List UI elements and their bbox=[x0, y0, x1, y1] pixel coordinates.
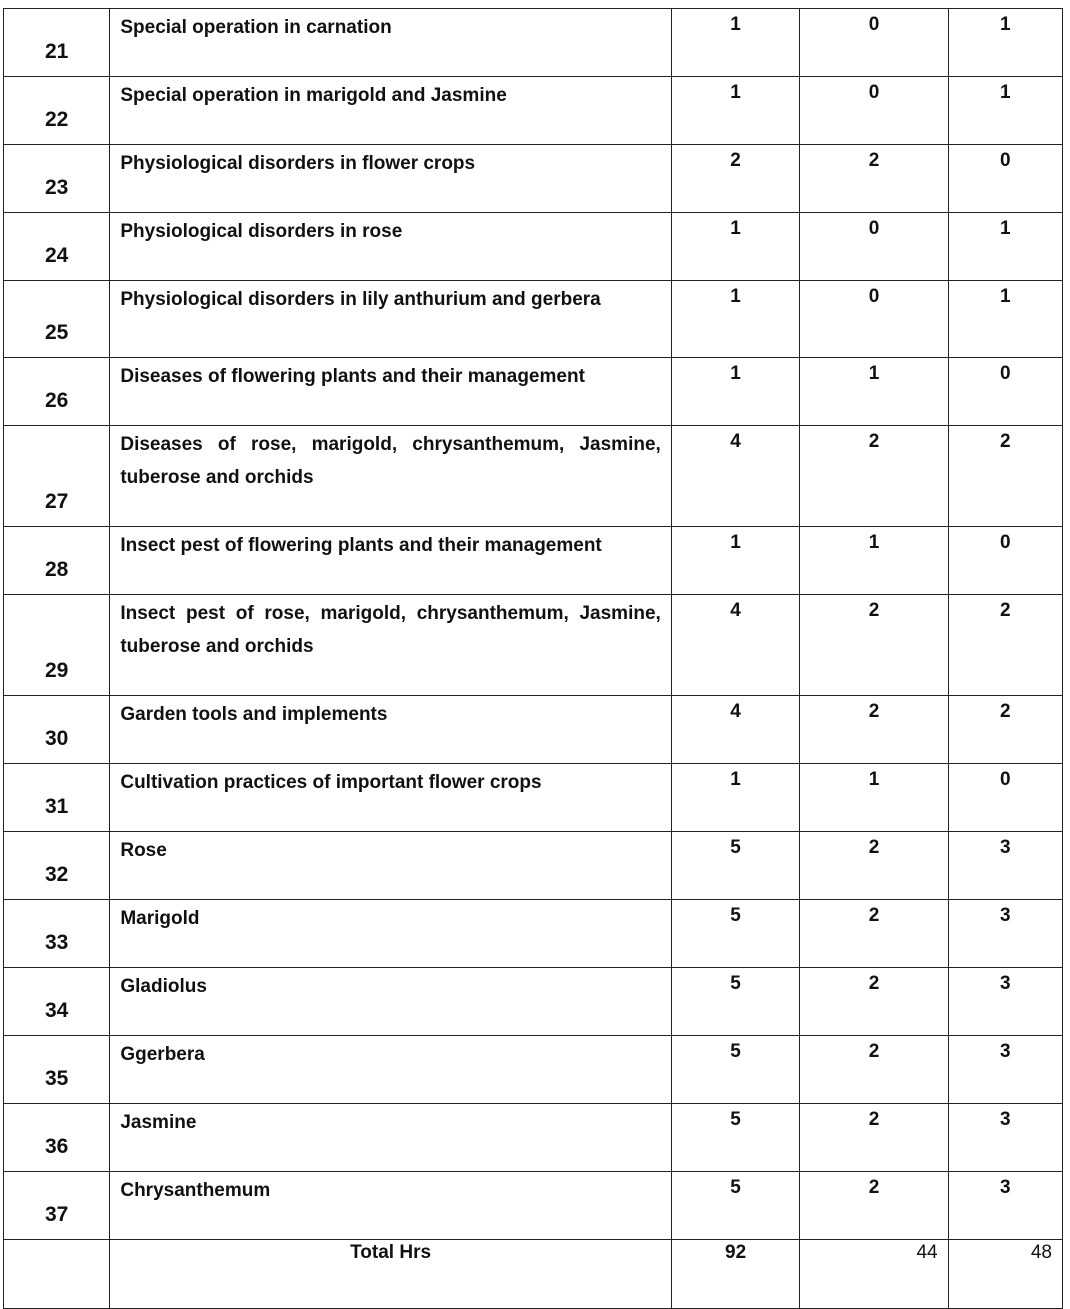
total-hours-cell: 5 bbox=[671, 1104, 800, 1172]
total-hours-cell: 4 bbox=[671, 595, 800, 696]
total-hours-cell: 1 bbox=[671, 764, 800, 832]
row-number: 31 bbox=[4, 764, 110, 832]
table-row bbox=[4, 900, 1063, 968]
total-hours-cell: 5 bbox=[671, 1036, 800, 1104]
topic-cell: Gladiolus bbox=[110, 968, 671, 1036]
topic-cell: Garden tools and implements bbox=[110, 696, 671, 764]
theory-hours-cell: 2 bbox=[800, 696, 948, 764]
practical-hours-cell: 3 bbox=[948, 1104, 1062, 1172]
total-hours-cell: 1 bbox=[671, 213, 800, 281]
total-label: Total Hrs bbox=[110, 1240, 671, 1309]
total-hours: 92 bbox=[671, 1240, 800, 1309]
table-row bbox=[4, 595, 1063, 696]
practical-hours-cell: 2 bbox=[948, 696, 1062, 764]
row-number: 23 bbox=[4, 145, 110, 213]
theory-hours-cell: 2 bbox=[800, 968, 948, 1036]
table-row bbox=[4, 358, 1063, 426]
total-hours-cell: 5 bbox=[671, 900, 800, 968]
row-number: 22 bbox=[4, 77, 110, 145]
row-number: 35 bbox=[4, 1036, 110, 1104]
table-row bbox=[4, 145, 1063, 213]
table-row bbox=[4, 764, 1063, 832]
total-hours-cell: 1 bbox=[671, 77, 800, 145]
total-hours-cell: 1 bbox=[671, 358, 800, 426]
theory-hours-cell: 2 bbox=[800, 426, 948, 527]
total-practical: 48 bbox=[948, 1240, 1062, 1309]
practical-hours-cell: 1 bbox=[948, 213, 1062, 281]
topic-cell: Insect pest of rose, marigold, chrysanthemum, Jasmine, tuberose and orchids bbox=[110, 595, 671, 696]
table-row bbox=[4, 1036, 1063, 1104]
theory-hours-cell: 2 bbox=[800, 1104, 948, 1172]
table-row bbox=[4, 9, 1063, 77]
topic-cell: Ggerbera bbox=[110, 1036, 671, 1104]
total-hours-cell: 1 bbox=[671, 9, 800, 77]
total-hours-cell: 2 bbox=[671, 145, 800, 213]
topic-cell: Insect pest of flowering plants and their management bbox=[110, 527, 671, 595]
total-theory: 44 bbox=[800, 1240, 948, 1309]
total-hours-cell: 5 bbox=[671, 1172, 800, 1240]
row-number: 36 bbox=[4, 1104, 110, 1172]
theory-hours-cell: 0 bbox=[800, 281, 948, 358]
topic-cell: Marigold bbox=[110, 900, 671, 968]
topic-cell: Physiological disorders in flower crops bbox=[110, 145, 671, 213]
table-row bbox=[4, 696, 1063, 764]
practical-hours-cell: 3 bbox=[948, 1036, 1062, 1104]
row-number: 37 bbox=[4, 1172, 110, 1240]
row-number: 24 bbox=[4, 213, 110, 281]
table-row bbox=[4, 77, 1063, 145]
theory-hours-cell: 0 bbox=[800, 213, 948, 281]
theory-hours-cell: 2 bbox=[800, 1036, 948, 1104]
theory-hours-cell: 2 bbox=[800, 832, 948, 900]
practical-hours-cell: 0 bbox=[948, 358, 1062, 426]
practical-hours-cell: 0 bbox=[948, 764, 1062, 832]
practical-hours-cell: 2 bbox=[948, 426, 1062, 527]
total-sno-cell bbox=[4, 1240, 110, 1309]
row-number: 27 bbox=[4, 426, 110, 527]
total-hours-cell: 4 bbox=[671, 426, 800, 527]
topic-cell: Chrysanthemum bbox=[110, 1172, 671, 1240]
theory-hours-cell: 1 bbox=[800, 527, 948, 595]
row-number: 21 bbox=[4, 9, 110, 77]
topic-cell: Diseases of flowering plants and their management bbox=[110, 358, 671, 426]
table-row bbox=[4, 1172, 1063, 1240]
topic-cell: Jasmine bbox=[110, 1104, 671, 1172]
practical-hours-cell: 1 bbox=[948, 77, 1062, 145]
total-hours-cell: 1 bbox=[671, 527, 800, 595]
row-number: 34 bbox=[4, 968, 110, 1036]
row-number: 33 bbox=[4, 900, 110, 968]
theory-hours-cell: 0 bbox=[800, 77, 948, 145]
total-hours-cell: 5 bbox=[671, 832, 800, 900]
row-number: 26 bbox=[4, 358, 110, 426]
topic-cell: Physiological disorders in rose bbox=[110, 213, 671, 281]
row-number: 30 bbox=[4, 696, 110, 764]
practical-hours-cell: 3 bbox=[948, 1172, 1062, 1240]
topic-cell: Special operation in carnation bbox=[110, 9, 671, 77]
theory-hours-cell: 2 bbox=[800, 595, 948, 696]
practical-hours-cell: 3 bbox=[948, 832, 1062, 900]
theory-hours-cell: 2 bbox=[800, 145, 948, 213]
total-hours-cell: 1 bbox=[671, 281, 800, 358]
practical-hours-cell: 0 bbox=[948, 527, 1062, 595]
practical-hours-cell: 1 bbox=[948, 9, 1062, 77]
theory-hours-cell: 2 bbox=[800, 900, 948, 968]
practical-hours-cell: 1 bbox=[948, 281, 1062, 358]
theory-hours-cell: 1 bbox=[800, 764, 948, 832]
topic-cell: Rose bbox=[110, 832, 671, 900]
table-row bbox=[4, 281, 1063, 358]
theory-hours-cell: 1 bbox=[800, 358, 948, 426]
practical-hours-cell: 3 bbox=[948, 900, 1062, 968]
table-row bbox=[4, 213, 1063, 281]
table-row bbox=[4, 832, 1063, 900]
total-row bbox=[4, 1240, 1063, 1309]
theory-hours-cell: 2 bbox=[800, 1172, 948, 1240]
row-number: 32 bbox=[4, 832, 110, 900]
total-hours-cell: 4 bbox=[671, 696, 800, 764]
topic-cell: Physiological disorders in lily anthurium and gerbera bbox=[110, 281, 671, 358]
topic-cell: Diseases of rose, marigold, chrysanthemum, Jasmine, tuberose and orchids bbox=[110, 426, 671, 527]
topic-cell: Special operation in marigold and Jasmine bbox=[110, 77, 671, 145]
practical-hours-cell: 0 bbox=[948, 145, 1062, 213]
table-row bbox=[4, 527, 1063, 595]
practical-hours-cell: 3 bbox=[948, 968, 1062, 1036]
table-row bbox=[4, 426, 1063, 527]
theory-hours-cell: 0 bbox=[800, 9, 948, 77]
practical-hours-cell: 2 bbox=[948, 595, 1062, 696]
table-row bbox=[4, 1104, 1063, 1172]
row-number: 28 bbox=[4, 527, 110, 595]
hours-table bbox=[3, 8, 1063, 1309]
row-number: 29 bbox=[4, 595, 110, 696]
table-row bbox=[4, 968, 1063, 1036]
topic-cell: Cultivation practices of important flower crops bbox=[110, 764, 671, 832]
row-number: 25 bbox=[4, 281, 110, 358]
total-hours-cell: 5 bbox=[671, 968, 800, 1036]
